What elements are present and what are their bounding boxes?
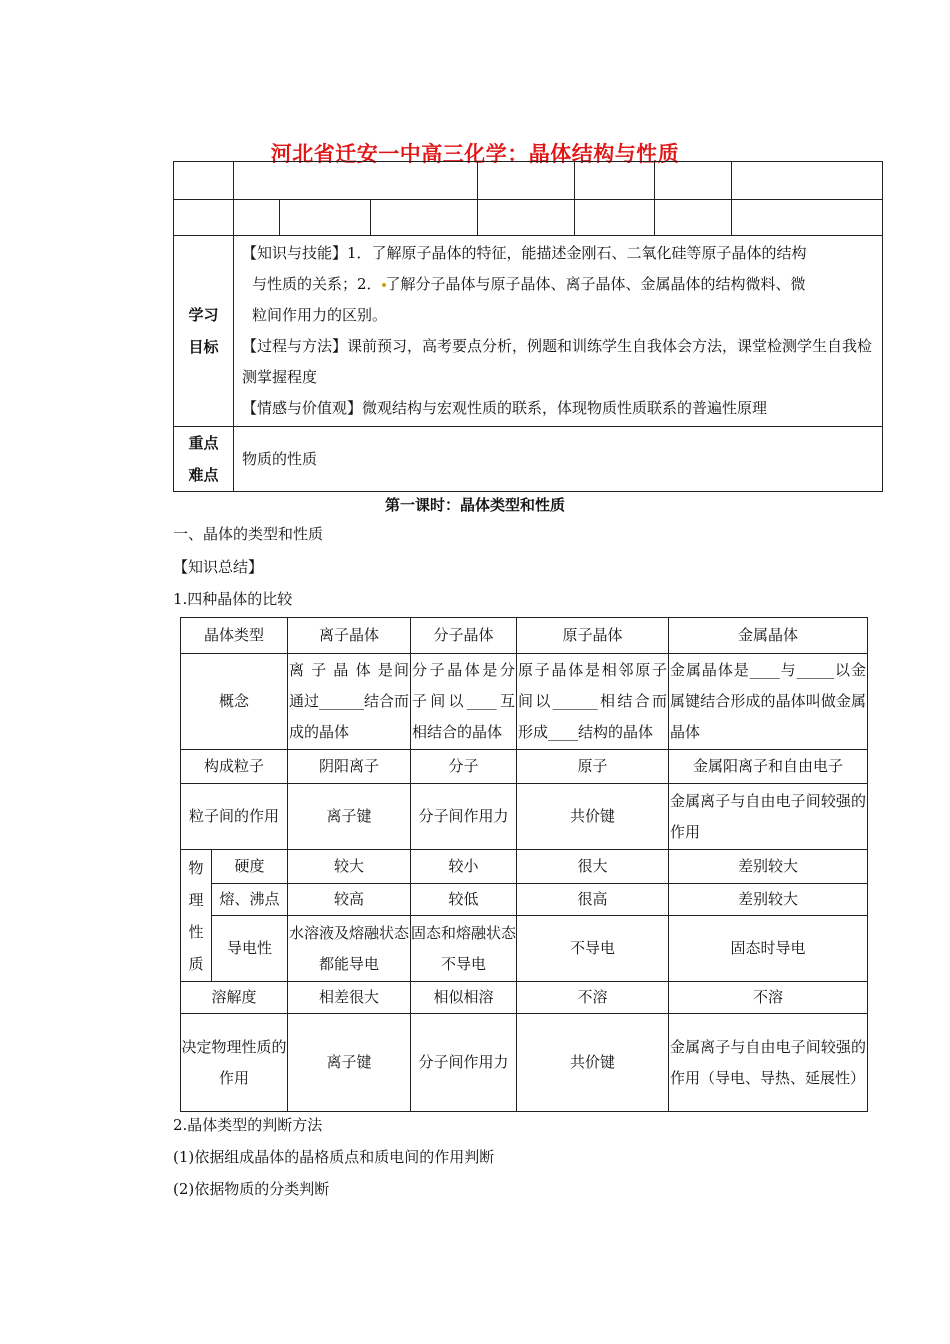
table-cell: 金属晶体是____与_____以金属键结合形成的晶体叫做金属晶体: [669, 654, 868, 750]
header-cell: [478, 200, 575, 236]
table-cell: 差别较大: [669, 850, 868, 884]
table-row: [181, 1014, 868, 1112]
header-cell: [575, 162, 655, 200]
header-cell: [234, 162, 478, 200]
table-cell: 不导电: [517, 916, 669, 982]
table-cell: 离子键: [288, 1014, 411, 1112]
header-cell: [174, 200, 234, 236]
table-cell: 不溶: [517, 982, 669, 1014]
table-cell: 很大: [517, 850, 669, 884]
header-row-2: [174, 200, 883, 236]
table-header: 金属晶体: [669, 618, 868, 654]
row-label: 决定物理性质的作用: [181, 1014, 288, 1112]
header-cell: [655, 200, 732, 236]
header-cell: [371, 200, 478, 236]
row-label: 导电性: [212, 916, 288, 982]
key-label-line: 难点: [188, 466, 219, 484]
table-cell: 固态时导电: [669, 916, 868, 982]
page-title: 河北省迁安一中高三化学：晶体结构与性质: [270, 142, 680, 166]
header-row-1: [174, 162, 883, 200]
header-cell: [280, 200, 371, 236]
goals-content: [234, 236, 883, 427]
table-header: 分子晶体: [411, 618, 517, 654]
header-cell: [732, 200, 883, 236]
goal-knowledge: [242, 238, 876, 269]
header-cell: [655, 162, 732, 200]
table-cell: 相差很大: [288, 982, 411, 1014]
goal-knowledge-text: 与性质的关系；2．: [252, 275, 382, 293]
table-cell: 分子间作用力: [411, 784, 517, 850]
goal-knowledge-cont: [242, 300, 876, 331]
row-label: 溶解度: [181, 982, 288, 1014]
header-cell: [478, 162, 575, 200]
key-label: [174, 427, 234, 492]
table-cell: 较大: [288, 850, 411, 884]
table-cell: 较低: [411, 884, 517, 916]
goal-emotion: 【情感与价值观】微观结构与宏观性质的联系，体现物质性质联系的普遍性原理: [242, 399, 768, 417]
row-label: 概念: [181, 654, 288, 750]
table-row: [181, 750, 868, 784]
item-2-heading: 2.晶体类型的判断方法: [173, 1116, 323, 1134]
row-label: 硬度: [212, 850, 288, 884]
row-label: 构成粒子: [181, 750, 288, 784]
section-heading: 一、晶体的类型和性质: [173, 525, 324, 543]
table-row: [181, 916, 868, 982]
table-cell: 金属离子与自由电子间较强的作用: [669, 784, 868, 850]
table-cell: 不溶: [669, 982, 868, 1014]
key-label-line: 重点: [188, 434, 219, 452]
table-cell: 较小: [411, 850, 517, 884]
table-cell: 原子: [517, 750, 669, 784]
header-cell: [234, 200, 280, 236]
row-label-physical: [181, 850, 212, 982]
header-cell: [174, 162, 234, 200]
header-cell: [732, 162, 883, 200]
goal-knowledge-text: 【知识与技能】1．了解原子晶体的特征，能描述金刚石、二氧化硅等原子晶体的结构: [242, 244, 807, 262]
table-cell: 共价键: [517, 1014, 669, 1112]
table-cell: 离 子 晶 体 是间通过______结合而成的晶体: [288, 654, 411, 750]
table-row: [181, 618, 868, 654]
table-row: [181, 784, 868, 850]
key-content: 物质的性质: [234, 427, 883, 492]
table-cell: 差别较大: [669, 884, 868, 916]
goals-label-line: 目标: [188, 338, 219, 356]
table-cell: 分子: [411, 750, 517, 784]
table-cell: 较高: [288, 884, 411, 916]
lesson-title: 第一课时：晶体类型和性质: [384, 496, 565, 514]
row-label: 粒子间的作用: [181, 784, 288, 850]
table-cell: 水溶液及熔融状态都能导电: [288, 916, 411, 982]
crystal-comparison-table: [180, 617, 868, 1112]
table-cell: 相似相溶: [411, 982, 517, 1014]
item-2-2: (2)依据物质的分类判断: [173, 1180, 330, 1198]
table-cell: 原子晶体是相邻原子间以______相结合而形成____结构的晶体: [517, 654, 669, 750]
header-cell: [575, 200, 655, 236]
item-2-1: (1)依据组成晶体的晶格质点和质电间的作用判断: [173, 1148, 495, 1166]
goals-row: [174, 236, 883, 427]
lesson-info-table: [173, 161, 883, 492]
table-cell: 金属阳离子和自由电子: [669, 750, 868, 784]
table-row: [181, 654, 868, 750]
goal-process: 【过程与方法】课前预习，高考要点分析，例题和训练学生自我体会方法，课堂检测学生自我检测掌握程度: [242, 337, 873, 386]
row-label: 熔、沸点: [212, 884, 288, 916]
table-cell: 分子晶体是分子间以____互相结合的晶体: [411, 654, 517, 750]
table-row: [181, 850, 868, 884]
goals-label: [174, 236, 234, 427]
goal-knowledge-text: 了解分子晶体与原子晶体、离子晶体、金属晶体的结构微料、微: [385, 275, 806, 293]
goals-label-line: 学习: [188, 306, 219, 324]
table-header: 晶体类型: [181, 618, 288, 654]
key-row: [174, 427, 883, 492]
table-cell: 共价键: [517, 784, 669, 850]
table-cell: 阴阳离子: [288, 750, 411, 784]
table-row: [181, 982, 868, 1014]
table-cell: 金属离子与自由电子间较强的作用（导电、导热、延展性）: [669, 1014, 868, 1112]
item-1-heading: 1.四种晶体的比较: [173, 590, 293, 608]
table-cell: 固态和熔融状态不导电: [411, 916, 517, 982]
goal-knowledge-cont: [242, 269, 876, 300]
table-cell: 离子键: [288, 784, 411, 850]
table-header: 离子晶体: [288, 618, 411, 654]
table-cell: 分子间作用力: [411, 1014, 517, 1112]
goal-knowledge-text: 粒间作用力的区别。: [252, 306, 388, 324]
table-row: [181, 884, 868, 916]
knowledge-summary-heading: 【知识总结】: [173, 558, 264, 576]
table-cell: 很高: [517, 884, 669, 916]
physical-label-text: 物理性质: [188, 858, 204, 973]
table-header: 原子晶体: [517, 618, 669, 654]
